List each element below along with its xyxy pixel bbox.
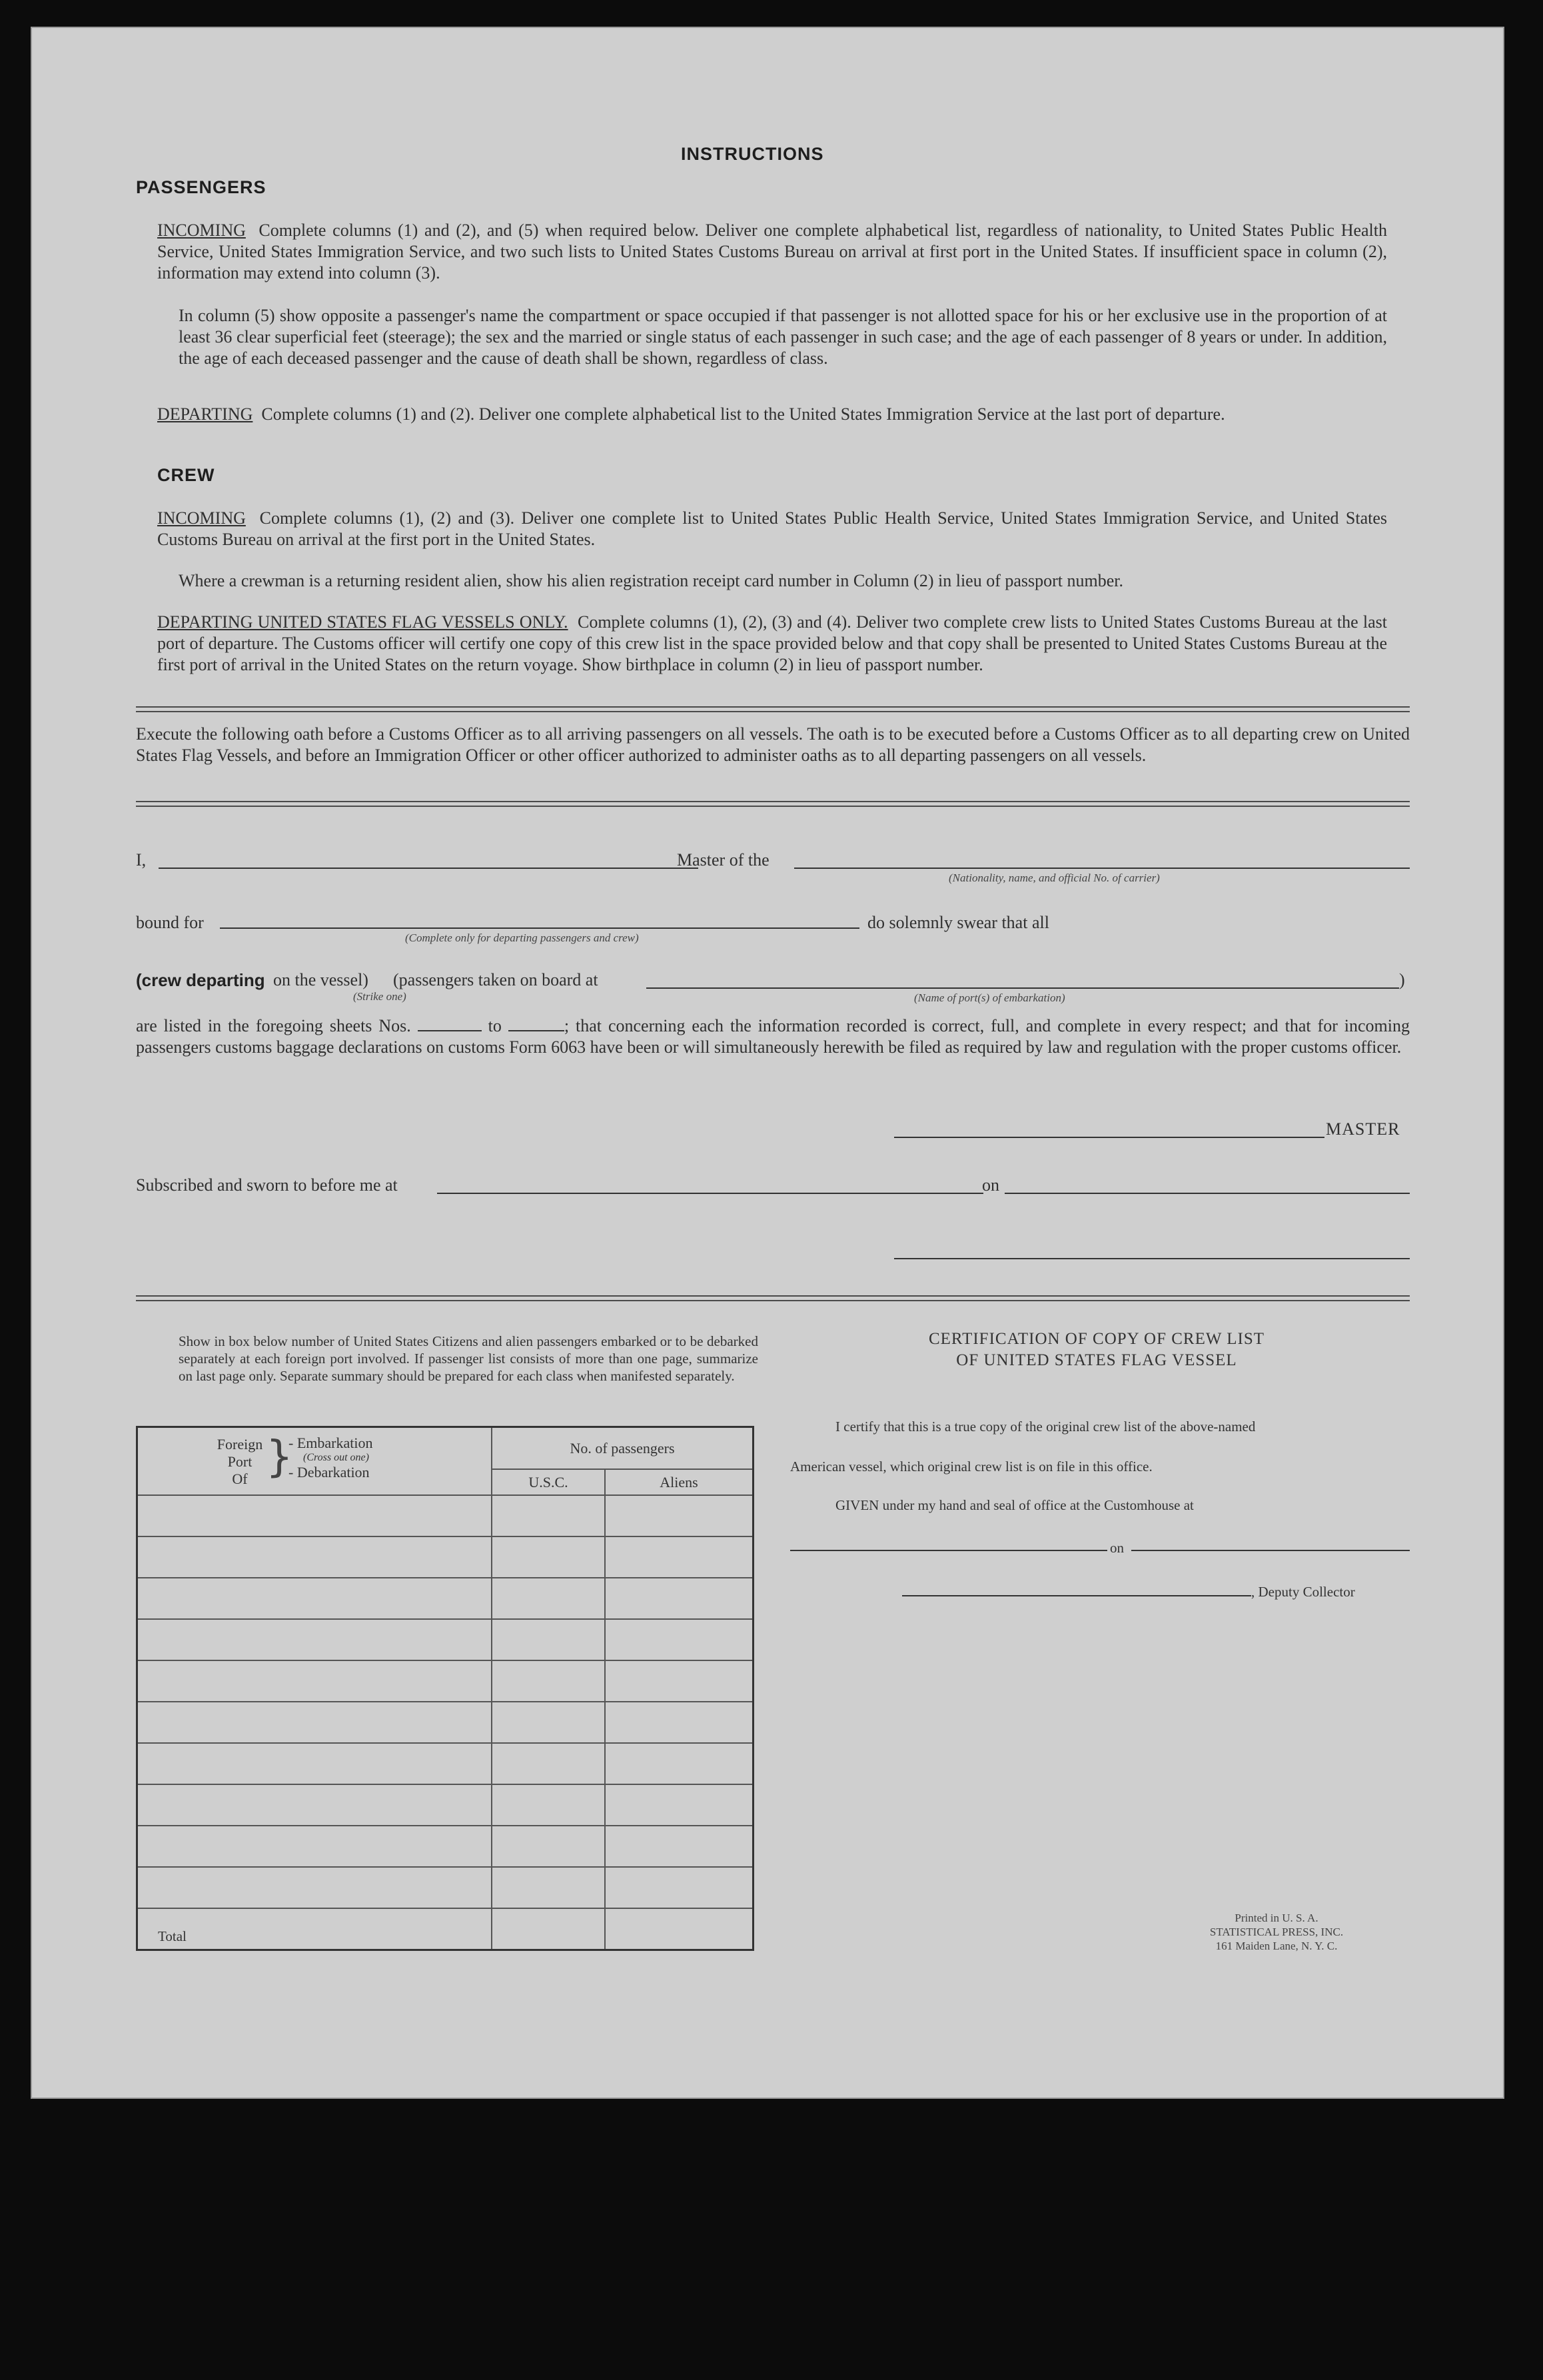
port-cell[interactable] — [137, 1536, 492, 1578]
port-cell[interactable] — [137, 1619, 492, 1660]
close-paren: ) — [1399, 970, 1405, 989]
passengers-departing-text: Complete columns (1) and (2). Deliver one complete alphabetical list to the United States Immigration Service at the last port of departure. — [261, 404, 1225, 424]
master-signature-field[interactable] — [894, 1137, 1324, 1138]
certification-on-label: on — [1110, 1540, 1124, 1556]
listed-in-label: are listed in the foregoing sheets Nos. — [136, 1016, 411, 1035]
certification-title-1: CERTIFICATION OF COPY OF CREW LIST — [928, 1330, 1265, 1348]
strike-one-caption: (Strike one) — [353, 990, 406, 1003]
certification-line-3: GIVEN under my hand and seal of office at the Customhouse at — [835, 1497, 1194, 1513]
passenger-count-table — [136, 1426, 754, 1951]
port-cell[interactable] — [137, 1702, 492, 1743]
carrier-caption: (Nationality, name, and official No. of carrier) — [949, 872, 1160, 884]
bound-for-field[interactable] — [220, 927, 859, 929]
crew-departing-label: DEPARTING UNITED STATES FLAG VESSELS ONLY. — [157, 612, 568, 632]
crew-incoming-paragraph — [157, 508, 1387, 550]
port-cell[interactable] — [137, 1784, 492, 1826]
carrier-field[interactable] — [794, 868, 1410, 869]
document-page — [31, 27, 1504, 2099]
master-name-field[interactable] — [159, 868, 698, 869]
port-cell[interactable] — [137, 1578, 492, 1619]
master-label: MASTER — [1326, 1119, 1400, 1139]
aliens-total-cell[interactable] — [605, 1908, 754, 1950]
swear-label: do solemnly swear that all — [867, 913, 1049, 932]
master-of-the-label: Master of the — [677, 850, 770, 870]
passengers-departing-label: DEPARTING — [157, 404, 253, 424]
usc-cell[interactable] — [492, 1702, 605, 1743]
subscribed-label: Subscribed and sworn to before me at — [136, 1175, 398, 1195]
deputy-signature-field[interactable] — [902, 1595, 1251, 1596]
ports-caption: (Name of port(s) of embarkation) — [914, 991, 1065, 1004]
aliens-cell[interactable] — [605, 1784, 754, 1826]
port-cell[interactable] — [137, 1495, 492, 1536]
certification-line-2: American vessel, which original crew list is on file in this office. — [790, 1459, 1153, 1475]
usc-cell[interactable] — [492, 1867, 605, 1908]
usc-cell[interactable] — [492, 1660, 605, 1702]
debarkation-label: - Debarkation — [288, 1464, 370, 1481]
crew-departing-paragraph — [157, 612, 1387, 676]
divider-double — [136, 1295, 1410, 1301]
usc-cell[interactable] — [492, 1743, 605, 1784]
aliens-cell[interactable] — [605, 1495, 754, 1536]
total-label: Total — [137, 1908, 492, 1950]
divider-double — [136, 801, 1410, 807]
cross-out-caption: (Cross out one) — [303, 1452, 369, 1463]
usc-cell[interactable] — [492, 1495, 605, 1536]
passengers-taken-option: (passengers taken on board at — [393, 970, 598, 989]
divider-double — [136, 706, 1410, 712]
brace-icon: } — [266, 1433, 293, 1482]
crew-departing-text: Complete columns (1), (2), (3) and (4). Deliver two complete crew lists to United States Customs Bureau at the last port of departure. The Customs officer will certify one copy of this crew list in the space provided below and that copy shall be presented to United States Customs Bureau at the first port of arrival in the United States on the return voyage. Show birthplace in column (2) in lieu of passport number. — [157, 612, 1388, 674]
usc-cell[interactable] — [492, 1619, 605, 1660]
port-cell[interactable] — [137, 1660, 492, 1702]
crew-resident-paragraph: Where a crewman is a returning resident alien, show his alien registration receipt card number in Column (2) in lieu of passport number. — [179, 571, 1124, 590]
deputy-collector-label: , Deputy Collector — [1251, 1584, 1355, 1600]
aliens-header: Aliens — [605, 1469, 754, 1495]
port-cell[interactable] — [137, 1867, 492, 1908]
foreign-label: Foreign — [217, 1436, 263, 1453]
sheet-to-field[interactable] — [508, 1018, 564, 1031]
usc-cell[interactable] — [492, 1784, 605, 1826]
bound-for-caption: (Complete only for departing passengers and crew) — [405, 931, 639, 944]
no-of-passengers-header: No. of passengers — [492, 1427, 754, 1470]
oath-i-label: I, — [136, 850, 147, 870]
certification-line-1: I certify that this is a true copy of the original crew list of the above-named — [835, 1419, 1256, 1435]
aliens-cell[interactable] — [605, 1702, 754, 1743]
usc-header: U.S.C. — [492, 1469, 605, 1495]
aliens-cell[interactable] — [605, 1826, 754, 1867]
port-label: Port — [227, 1453, 253, 1470]
instructions-heading: INSTRUCTIONS — [681, 144, 824, 164]
aliens-cell[interactable] — [605, 1619, 754, 1660]
of-label: Of — [232, 1471, 248, 1487]
usc-cell[interactable] — [492, 1826, 605, 1867]
printer-imprint — [1143, 1911, 1410, 1953]
box-instruction-paragraph: Show in box below number of United States Citizens and alien passengers embarked or to be debarked separately at each foreign port involved. If passenger list consists of more than one page, summarize on last page only. Separate summary should be prepared for each class when manifested separately. — [179, 1333, 758, 1384]
crew-title: CREW — [157, 465, 215, 485]
oath-rest-text: ; that concerning each the information recorded is correct, full, and complete in every respect; and that for incoming passengers customs baggage declarations on customs Form 6063 have been or will simultaneously herewith be filed as required by law and regulation with the proper customs officer. — [136, 1016, 1410, 1057]
passengers-incoming-label: INCOMING — [157, 221, 246, 240]
certification-date-field[interactable] — [1131, 1550, 1410, 1551]
aliens-cell[interactable] — [605, 1743, 754, 1784]
oath-body-paragraph — [136, 1015, 1410, 1058]
port-cell[interactable] — [137, 1826, 492, 1867]
sheet-from-field[interactable] — [418, 1018, 482, 1031]
certification-title-2: OF UNITED STATES FLAG VESSEL — [956, 1351, 1237, 1369]
printer-line-3: 161 Maiden Lane, N. Y. C. — [1215, 1940, 1338, 1952]
crew-incoming-text: Complete columns (1), (2) and (3). Deliver one complete list to United States Public Health Service, United States Immigration Service, and United States Customs Bureau on arrival at the first port in the United States. — [157, 508, 1387, 549]
passengers-title: PASSENGERS — [136, 177, 266, 197]
bound-for-label: bound for — [136, 913, 204, 932]
oath-instruction-paragraph: Execute the following oath before a Customs Officer as to all arriving passengers on all vessels. The oath is to be executed before a Customs Officer as to all departing crew on United States Flag Vessels, and before an Immigration Officer or other officer authorized to administer oaths as to all departing passengers on all vessels. — [136, 724, 1410, 765]
crew-incoming-label: INCOMING — [157, 508, 246, 528]
aliens-cell[interactable] — [605, 1578, 754, 1619]
sworn-on-label: on — [982, 1175, 999, 1195]
usc-cell[interactable] — [492, 1578, 605, 1619]
officer-signature-field[interactable] — [894, 1258, 1410, 1259]
crew-departing-option: (crew departing — [136, 970, 265, 990]
on-vessel-label: on the vessel) — [273, 970, 368, 989]
passengers-incoming-text: Complete columns (1) and (2), and (5) when required below. Deliver one complete alphabetical list, regardless of nationality, to United States Public Health Service, United States Immigration Service, and two such lists to United States Customs Bureau on arrival at first port in the United States. If insufficient space in column (2), information may extend into column (3). — [157, 221, 1388, 283]
passengers-departing-paragraph — [157, 404, 1387, 425]
aliens-cell[interactable] — [605, 1536, 754, 1578]
aliens-cell[interactable] — [605, 1867, 754, 1908]
to-label: to — [488, 1016, 502, 1035]
embarkation-label: - Embarkation — [288, 1435, 373, 1451]
passengers-incoming-paragraph — [157, 220, 1387, 284]
sworn-date-field[interactable] — [1005, 1193, 1410, 1194]
printer-line-1: Printed in U. S. A. — [1235, 1912, 1318, 1924]
usc-total-cell[interactable] — [492, 1908, 605, 1950]
sworn-place-field[interactable] — [437, 1193, 983, 1194]
port-header-cell — [137, 1427, 492, 1496]
aliens-cell[interactable] — [605, 1660, 754, 1702]
port-cell[interactable] — [137, 1743, 492, 1784]
usc-cell[interactable] — [492, 1536, 605, 1578]
printer-line-2: STATISTICAL PRESS, INC. — [1209, 1926, 1344, 1938]
passengers-column5-paragraph: In column (5) show opposite a passenger's name the compartment or space occupied if that passenger is not allotted space for his or her exclusive use in the proportion of at least 36 clear superficial feet (steerage); the sex and the married or single status of each passenger in such case; and the age of each passenger of 8 years or under. In addition, the age of each deceased passenger and the cause of death shall be shown, regardless of class. — [179, 306, 1387, 368]
ports-field[interactable] — [646, 987, 1399, 989]
customhouse-field[interactable] — [790, 1550, 1107, 1551]
